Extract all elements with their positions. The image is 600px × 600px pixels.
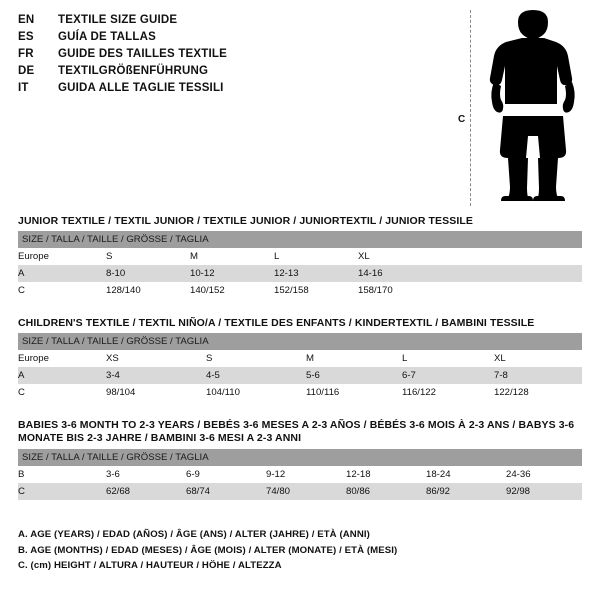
measure-dashed-line	[470, 10, 471, 206]
table-cell: XL	[358, 248, 442, 265]
table-cell: 8-10	[106, 265, 190, 282]
table-cell: 24-36	[506, 466, 582, 483]
table-cell: S	[106, 248, 190, 265]
table-cell: 62/68	[106, 483, 186, 500]
table-cell-empty	[442, 282, 582, 299]
footnote-height: C. (cm) HEIGHT / ALTURA / HAUTEUR / HÖHE / ALTEZZA	[18, 560, 282, 571]
language-code: DE	[18, 65, 35, 77]
table-row	[18, 282, 582, 299]
table-cell: XS	[106, 350, 206, 367]
row-label: C	[18, 384, 106, 401]
table-cell: L	[402, 350, 494, 367]
table-cell: 12-18	[346, 466, 426, 483]
language-title: TEXTILGRÖßENFÜHRUNG	[58, 65, 209, 77]
table-cell: S	[206, 350, 306, 367]
language-title: GUIDE DES TAILLES TEXTILE	[58, 48, 227, 60]
height-figure	[440, 8, 590, 208]
table-cell: 5-6	[306, 367, 402, 384]
child-silhouette-icon	[478, 8, 590, 208]
section-children	[18, 317, 582, 401]
table-cell: 128/140	[106, 282, 190, 299]
table-row	[18, 265, 582, 282]
language-title-block	[18, 14, 438, 99]
language-code: FR	[18, 48, 34, 60]
table-cell: 74/80	[266, 483, 346, 500]
section-babies	[18, 419, 582, 500]
table-cell: 7-8	[494, 367, 582, 384]
row-label: Europe	[18, 350, 106, 367]
table-row	[18, 466, 582, 483]
language-row	[18, 65, 438, 82]
babies-size-table	[18, 449, 582, 500]
table-cell: M	[306, 350, 402, 367]
table-header-label: SIZE / TALLA / TAILLE / GRÖSSE / TAGLIA	[18, 449, 582, 466]
language-row	[18, 82, 438, 99]
row-label: C	[18, 282, 106, 299]
table-header-row	[18, 449, 582, 466]
table-cell: 98/104	[106, 384, 206, 401]
footnote-age-months: B. AGE (MONTHS) / EDAD (MESES) / ÂGE (MOIS) / ALTER (MONATE) / ETÀ (MESI)	[18, 544, 398, 556]
table-cell: 6-9	[186, 466, 266, 483]
table-cell-empty	[442, 248, 582, 265]
table-cell: 104/110	[206, 384, 306, 401]
table-cell: 110/116	[306, 384, 402, 401]
section-title: CHILDREN'S TEXTILE / TEXTIL NIÑO/A / TEXTILE DES ENFANTS / KINDERTEXTIL / BAMBINI TESSILE	[18, 317, 535, 329]
table-header-label: SIZE / TALLA / TAILLE / GRÖSSE / TAGLIA	[18, 231, 582, 248]
table-cell: 122/128	[494, 384, 582, 401]
table-cell: 12-13	[274, 265, 358, 282]
row-label: A	[18, 265, 106, 282]
table-cell: 4-5	[206, 367, 306, 384]
row-label: A	[18, 367, 106, 384]
table-row	[18, 483, 582, 500]
table-cell: 152/158	[274, 282, 358, 299]
language-row	[18, 31, 438, 48]
table-cell: 86/92	[426, 483, 506, 500]
table-cell: 14-16	[358, 265, 442, 282]
table-cell: 158/170	[358, 282, 442, 299]
junior-size-table	[18, 231, 582, 299]
language-code: ES	[18, 31, 34, 43]
table-cell: 9-12	[266, 466, 346, 483]
table-cell: 92/98	[506, 483, 582, 500]
table-cell: 18-24	[426, 466, 506, 483]
language-title: GUIDA ALLE TAGLIE TESSILI	[58, 82, 224, 94]
table-row	[18, 350, 582, 367]
language-code: IT	[18, 82, 29, 94]
table-cell: 116/122	[402, 384, 494, 401]
row-label: Europe	[18, 248, 106, 265]
language-title: GUÍA DE TALLAS	[58, 31, 156, 43]
table-row	[18, 367, 582, 384]
table-cell: 140/152	[190, 282, 274, 299]
section-title: BABIES 3-6 MONTH TO 2-3 YEARS / BEBÉS 3-6 MESES A 2-3 AÑOS / BÉBÉS 3-6 MOIS À 2-3 ANS / BABYS 3-6 MONATE BIS 2-3 JAHRE / BAMBINI 3-6 MESI A 2-3 ANNI	[18, 419, 575, 444]
table-cell: 80/86	[346, 483, 426, 500]
footnote-age-years: A. AGE (YEARS) / EDAD (AÑOS) / ÂGE (ANS) / ALTER (JAHRE) / ETÀ (ANNI)	[18, 529, 370, 540]
table-cell: 10-12	[190, 265, 274, 282]
language-row	[18, 14, 438, 31]
section-junior	[18, 215, 582, 299]
language-title: TEXTILE SIZE GUIDE	[58, 14, 178, 26]
section-title: JUNIOR TEXTILE / TEXTIL JUNIOR / TEXTILE JUNIOR / JUNIORTEXTIL / JUNIOR TESSILE	[18, 215, 473, 227]
table-cell: 68/74	[186, 483, 266, 500]
measure-label-c: C	[458, 114, 466, 125]
table-cell: L	[274, 248, 358, 265]
row-label: C	[18, 483, 106, 500]
table-cell: 6-7	[402, 367, 494, 384]
row-label: B	[18, 466, 106, 483]
table-row	[18, 248, 582, 265]
table-header-row	[18, 333, 582, 350]
table-cell: 3-4	[106, 367, 206, 384]
table-cell: XL	[494, 350, 582, 367]
language-code: EN	[18, 14, 35, 26]
table-cell: 3-6	[106, 466, 186, 483]
table-header-label: SIZE / TALLA / TAILLE / GRÖSSE / TAGLIA	[18, 333, 582, 350]
table-cell-empty	[442, 265, 582, 282]
language-row	[18, 48, 438, 65]
footnotes-block	[18, 527, 582, 574]
children-size-table	[18, 333, 582, 401]
table-cell: M	[190, 248, 274, 265]
table-row	[18, 384, 582, 401]
table-header-row	[18, 231, 582, 248]
